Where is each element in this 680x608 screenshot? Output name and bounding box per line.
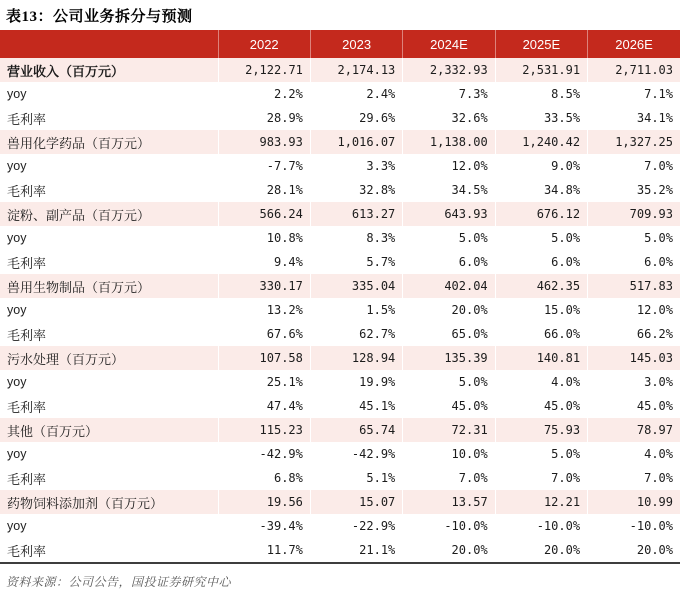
cell-value: 8.3% (310, 226, 402, 250)
cell-value: 10.8% (218, 226, 310, 250)
cell-value: 3.0% (588, 370, 680, 394)
table-row (0, 106, 680, 130)
row-label: 毛利率 (0, 322, 218, 346)
cell-value: 47.4% (218, 394, 310, 418)
cell-value: 1.5% (310, 298, 402, 322)
cell-value: 6.8% (218, 466, 310, 490)
cell-value: -7.7% (218, 154, 310, 178)
cell-value: 12.21 (495, 490, 587, 514)
table-title: 表13：公司业务拆分与预测 (6, 9, 193, 25)
cell-value: 613.27 (310, 202, 402, 226)
table-row (0, 418, 680, 442)
cell-value: 12.0% (588, 298, 680, 322)
cell-value: 7.0% (588, 154, 680, 178)
cell-value: 2,332.93 (403, 58, 495, 82)
table-row (0, 490, 680, 514)
table-row (0, 82, 680, 106)
cell-value: 7.0% (403, 466, 495, 490)
cell-value: 13.57 (403, 490, 495, 514)
table-row (0, 442, 680, 466)
cell-value: 66.0% (495, 322, 587, 346)
cell-value: 2.4% (310, 82, 402, 106)
cell-value: 19.56 (218, 490, 310, 514)
row-label: 毛利率 (0, 538, 218, 563)
cell-value: 67.6% (218, 322, 310, 346)
cell-value: 2.2% (218, 82, 310, 106)
row-label: yoy (0, 82, 218, 106)
cell-value: 140.81 (495, 346, 587, 370)
table-row (0, 250, 680, 274)
row-label: 淀粉、副产品（百万元） (0, 202, 218, 226)
cell-value: 676.12 (495, 202, 587, 226)
cell-value: 21.1% (310, 538, 402, 563)
table-row (0, 298, 680, 322)
cell-value: 66.2% (588, 322, 680, 346)
cell-value: 6.0% (495, 250, 587, 274)
cell-value: 1,016.07 (310, 130, 402, 154)
cell-value: 9.0% (495, 154, 587, 178)
cell-value: 20.0% (495, 538, 587, 563)
row-label: 毛利率 (0, 394, 218, 418)
cell-value: -10.0% (588, 514, 680, 538)
cell-value: 462.35 (495, 274, 587, 298)
cell-value: 7.0% (495, 466, 587, 490)
cell-value: 5.0% (495, 226, 587, 250)
cell-value: 2,711.03 (588, 58, 680, 82)
cell-value: 32.8% (310, 178, 402, 202)
cell-value: 34.5% (403, 178, 495, 202)
row-label: 毛利率 (0, 466, 218, 490)
cell-value: 12.0% (403, 154, 495, 178)
cell-value: 145.03 (588, 346, 680, 370)
cell-value: 4.0% (495, 370, 587, 394)
cell-value: 62.7% (310, 322, 402, 346)
cell-value: 7.0% (588, 466, 680, 490)
cell-value: 13.2% (218, 298, 310, 322)
cell-value: 19.9% (310, 370, 402, 394)
table-row (0, 154, 680, 178)
cell-value: 1,327.25 (588, 130, 680, 154)
cell-value: 34.1% (588, 106, 680, 130)
cell-value: 1,240.42 (495, 130, 587, 154)
row-label: yoy (0, 514, 218, 538)
row-label: 药物饲料添加剂（百万元） (0, 490, 218, 514)
cell-value: 28.1% (218, 178, 310, 202)
cell-value: 11.7% (218, 538, 310, 563)
row-label: 毛利率 (0, 178, 218, 202)
cell-value: 78.97 (588, 418, 680, 442)
cell-value: 5.0% (403, 226, 495, 250)
cell-value: 34.8% (495, 178, 587, 202)
cell-value: 25.1% (218, 370, 310, 394)
table-row (0, 178, 680, 202)
cell-value: 29.6% (310, 106, 402, 130)
cell-value: 709.93 (588, 202, 680, 226)
cell-value: 15.0% (495, 298, 587, 322)
cell-value: -42.9% (310, 442, 402, 466)
cell-value: 72.31 (403, 418, 495, 442)
table-row (0, 202, 680, 226)
cell-value: 566.24 (218, 202, 310, 226)
cell-value: 7.3% (403, 82, 495, 106)
table-row (0, 130, 680, 154)
cell-value: 9.4% (218, 250, 310, 274)
source-note: 资料来源：公司公告，国投证券研究中心 (6, 575, 232, 589)
row-label: 毛利率 (0, 250, 218, 274)
cell-value: 983.93 (218, 130, 310, 154)
business-forecast-table (0, 30, 680, 564)
row-label: 兽用生物制品（百万元） (0, 274, 218, 298)
cell-value: 5.0% (495, 442, 587, 466)
cell-value: 65.74 (310, 418, 402, 442)
cell-value: 45.0% (403, 394, 495, 418)
cell-value: 65.0% (403, 322, 495, 346)
table-row (0, 370, 680, 394)
table-row (0, 226, 680, 250)
column-header-2022: 2022 (218, 30, 310, 58)
cell-value: 20.0% (403, 538, 495, 563)
table-row (0, 346, 680, 370)
table-row (0, 322, 680, 346)
row-label: 毛利率 (0, 106, 218, 130)
cell-value: 135.39 (403, 346, 495, 370)
cell-value: 6.0% (403, 250, 495, 274)
cell-value: 330.17 (218, 274, 310, 298)
table-row (0, 514, 680, 538)
column-header-2023: 2023 (310, 30, 402, 58)
cell-value: 10.99 (588, 490, 680, 514)
table-row (0, 274, 680, 298)
cell-value: -22.9% (310, 514, 402, 538)
cell-value: 115.23 (218, 418, 310, 442)
cell-value: 8.5% (495, 82, 587, 106)
cell-value: 402.04 (403, 274, 495, 298)
cell-value: 2,122.71 (218, 58, 310, 82)
cell-value: 4.0% (588, 442, 680, 466)
table-row (0, 538, 680, 563)
cell-value: 517.83 (588, 274, 680, 298)
row-label: yoy (0, 370, 218, 394)
row-label: yoy (0, 442, 218, 466)
cell-value: -42.9% (218, 442, 310, 466)
cell-value: 35.2% (588, 178, 680, 202)
cell-value: 45.0% (495, 394, 587, 418)
row-label: 兽用化学药品（百万元） (0, 130, 218, 154)
column-header-2026e: 2026E (588, 30, 680, 58)
cell-value: 20.0% (403, 298, 495, 322)
row-label: yoy (0, 154, 218, 178)
cell-value: 5.1% (310, 466, 402, 490)
row-label: 其他（百万元） (0, 418, 218, 442)
cell-value: 107.58 (218, 346, 310, 370)
cell-value: 5.0% (403, 370, 495, 394)
cell-value: 45.1% (310, 394, 402, 418)
row-label: 营业收入（百万元） (0, 58, 218, 82)
column-header-label (0, 30, 218, 58)
table-row (0, 394, 680, 418)
cell-value: -10.0% (495, 514, 587, 538)
row-label: yoy (0, 298, 218, 322)
cell-value: 5.0% (588, 226, 680, 250)
cell-value: 33.5% (495, 106, 587, 130)
cell-value: 6.0% (588, 250, 680, 274)
cell-value: 3.3% (310, 154, 402, 178)
cell-value: 128.94 (310, 346, 402, 370)
cell-value: 2,531.91 (495, 58, 587, 82)
cell-value: 32.6% (403, 106, 495, 130)
cell-value: 45.0% (588, 394, 680, 418)
cell-value: 2,174.13 (310, 58, 402, 82)
cell-value: -39.4% (218, 514, 310, 538)
row-label: 污水处理（百万元） (0, 346, 218, 370)
table-header-row (0, 30, 680, 58)
cell-value: 15.07 (310, 490, 402, 514)
cell-value: 5.7% (310, 250, 402, 274)
table-row (0, 466, 680, 490)
table-row (0, 58, 680, 82)
cell-value: -10.0% (403, 514, 495, 538)
cell-value: 75.93 (495, 418, 587, 442)
column-header-2024e: 2024E (403, 30, 495, 58)
cell-value: 643.93 (403, 202, 495, 226)
column-header-2025e: 2025E (495, 30, 587, 58)
row-label: yoy (0, 226, 218, 250)
cell-value: 10.0% (403, 442, 495, 466)
cell-value: 28.9% (218, 106, 310, 130)
cell-value: 1,138.00 (403, 130, 495, 154)
cell-value: 335.04 (310, 274, 402, 298)
cell-value: 7.1% (588, 82, 680, 106)
cell-value: 20.0% (588, 538, 680, 563)
